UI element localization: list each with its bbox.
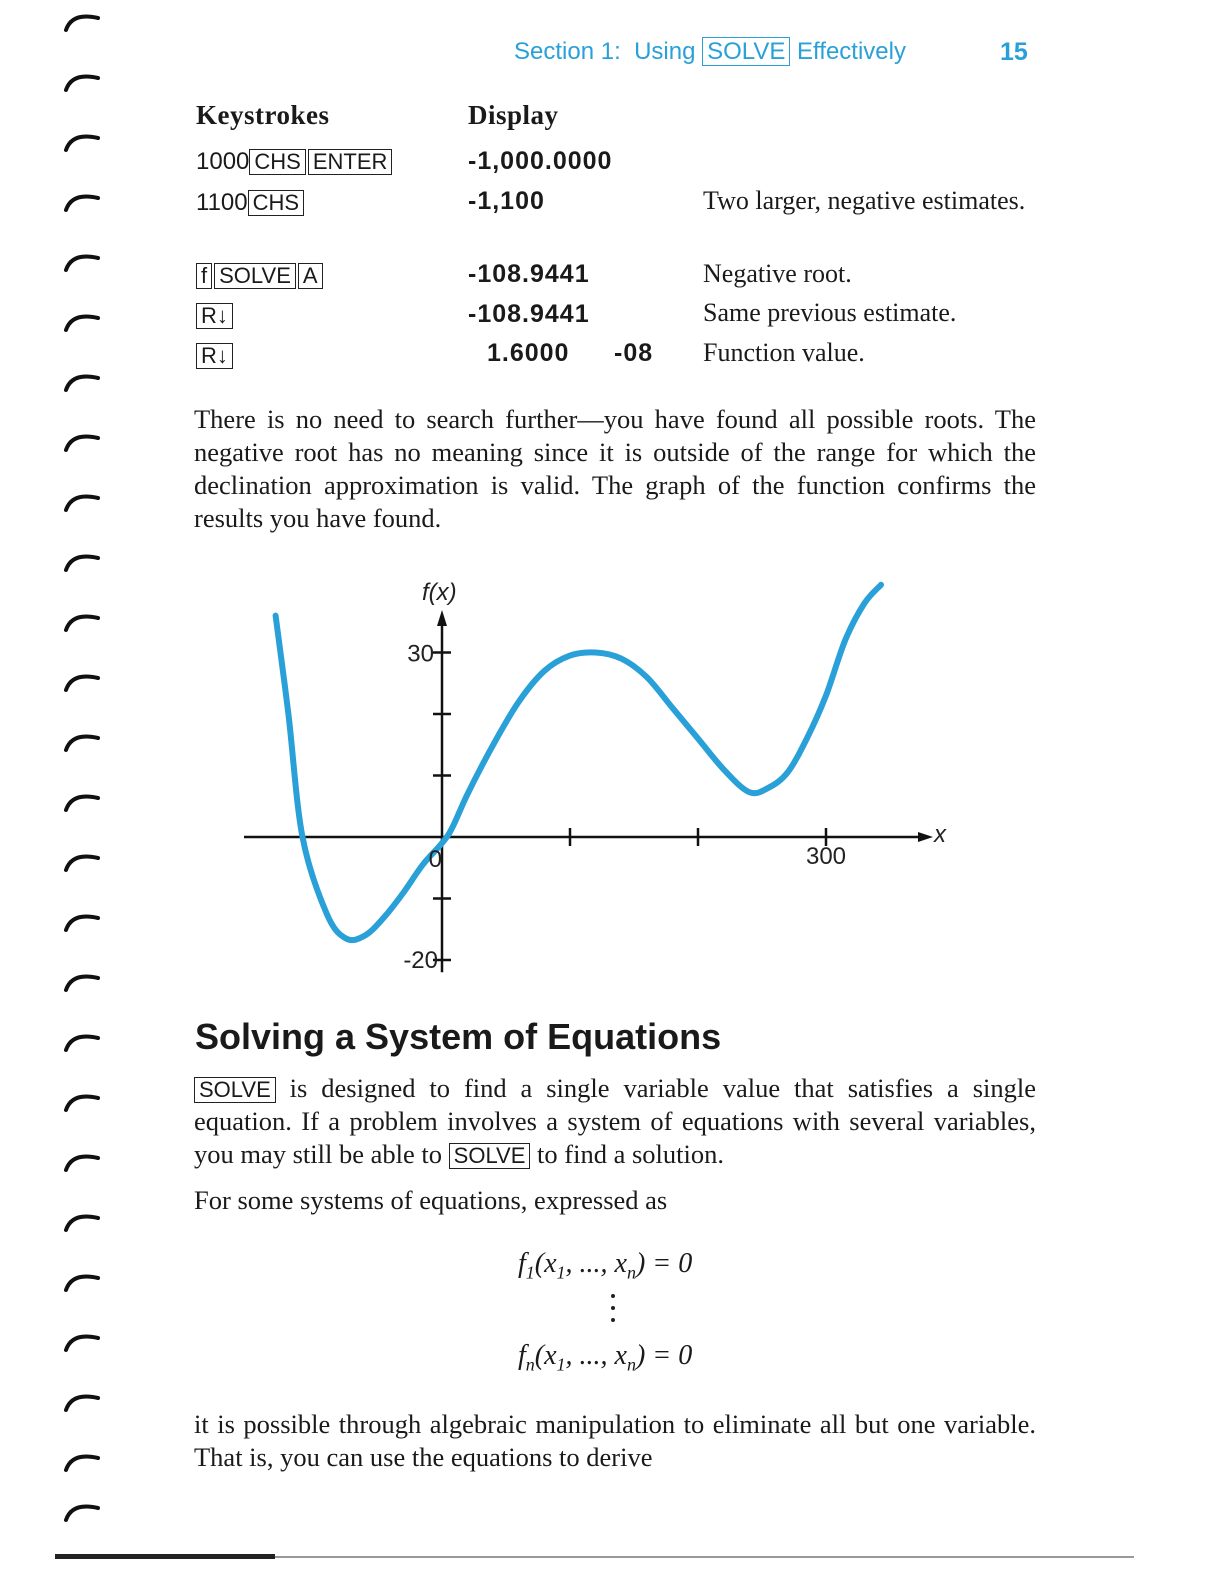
section-heading: Solving a System of Equations <box>195 1016 722 1057</box>
display-value-2: -1,100 <box>468 187 545 215</box>
f-key: f <box>196 263 212 289</box>
y-axis-arrow <box>437 610 447 626</box>
keystroke-row-3 <box>196 262 325 290</box>
x-tick-label-0: 0 <box>428 846 442 873</box>
keystroke-number: 1100 <box>196 189 248 216</box>
note-row-5: Function value. <box>703 338 865 367</box>
display-value-4: -108.9441 <box>468 300 590 328</box>
x-axis-arrow <box>918 832 933 842</box>
roll-down-key: R↓ <box>196 343 233 369</box>
display-value-3: -108.9441 <box>468 260 590 288</box>
display-column-head: Display <box>468 100 559 130</box>
keystroke-row-1 <box>196 148 394 176</box>
vertical-ellipsis <box>606 1294 620 1330</box>
x-tick-label-300: 300 <box>805 843 847 870</box>
section-label: Section 1: <box>514 38 621 65</box>
roll-down-key: R↓ <box>196 303 233 329</box>
body-paragraph-1: There is no need to search further—you have found all possible roots. The negative root has no meaning since it is outside of the range for which the declination approximation is valid. The graph of the function confirms the results you have found. <box>194 404 1036 533</box>
equation-last: $f_n(x_1$, ..., $x_n) = 0$ <box>518 1340 693 1375</box>
solve-key-inline-2: SOLVE <box>449 1143 531 1169</box>
header-title-post: Effectively <box>797 38 906 65</box>
keystroke-row-2 <box>196 189 306 217</box>
running-header <box>514 38 906 66</box>
function-graph <box>230 570 960 980</box>
body-paragraph-3: For some systems of equations, expressed as <box>194 1185 668 1215</box>
series-line-fx <box>276 585 881 940</box>
keystroke-row-5 <box>196 342 235 370</box>
paragraph2-text-1: is designed to find a single variable value that satisfies a single equation. If a problem involves a system of equations with several variables, you may still be able to <box>194 1073 1036 1169</box>
y-tick-label-30: 30 <box>407 640 434 668</box>
bottom-rule-accent <box>55 1554 275 1559</box>
x-axis-label: x <box>934 821 946 848</box>
display-value-1: -1,000.0000 <box>468 147 613 175</box>
display-value-5: 1.6000 <box>487 339 570 367</box>
equation-first: $f_1(x_1$, ..., $x_n) = 0$ <box>518 1248 693 1283</box>
paragraph2-text-2: to find a solution. <box>530 1139 724 1169</box>
solve-key: SOLVE <box>214 263 296 289</box>
header-title-pre: Using <box>634 38 696 65</box>
a-key: A <box>298 263 323 289</box>
keystrokes-column-head: Keystrokes <box>196 100 330 130</box>
note-row-4: Same previous estimate. <box>703 298 957 327</box>
spiral-binding <box>58 0 108 1584</box>
display-exponent-5: -08 <box>614 339 654 367</box>
body-paragraph-4: it is possible through algebraic manipulation to eliminate all but one variable. That is, you can use the equations to derive <box>194 1409 1036 1472</box>
enter-key: ENTER <box>308 149 393 175</box>
body-paragraph-2 <box>194 1072 1036 1171</box>
chs-key: CHS <box>248 190 304 216</box>
solve-key-header: SOLVE <box>702 37 790 66</box>
chs-key: CHS <box>249 149 305 175</box>
note-row-3: Negative root. <box>703 259 852 288</box>
page-number: 15 <box>1000 38 1028 66</box>
keystroke-row-4 <box>196 302 235 330</box>
keystroke-number: 1000 <box>196 148 250 175</box>
note-row-2: Two larger, negative estimates. <box>703 186 1026 215</box>
solve-key-inline: SOLVE <box>194 1077 276 1103</box>
y-tick-label-minus20: -20 <box>403 947 438 974</box>
y-axis-label: f(x) <box>422 579 457 606</box>
